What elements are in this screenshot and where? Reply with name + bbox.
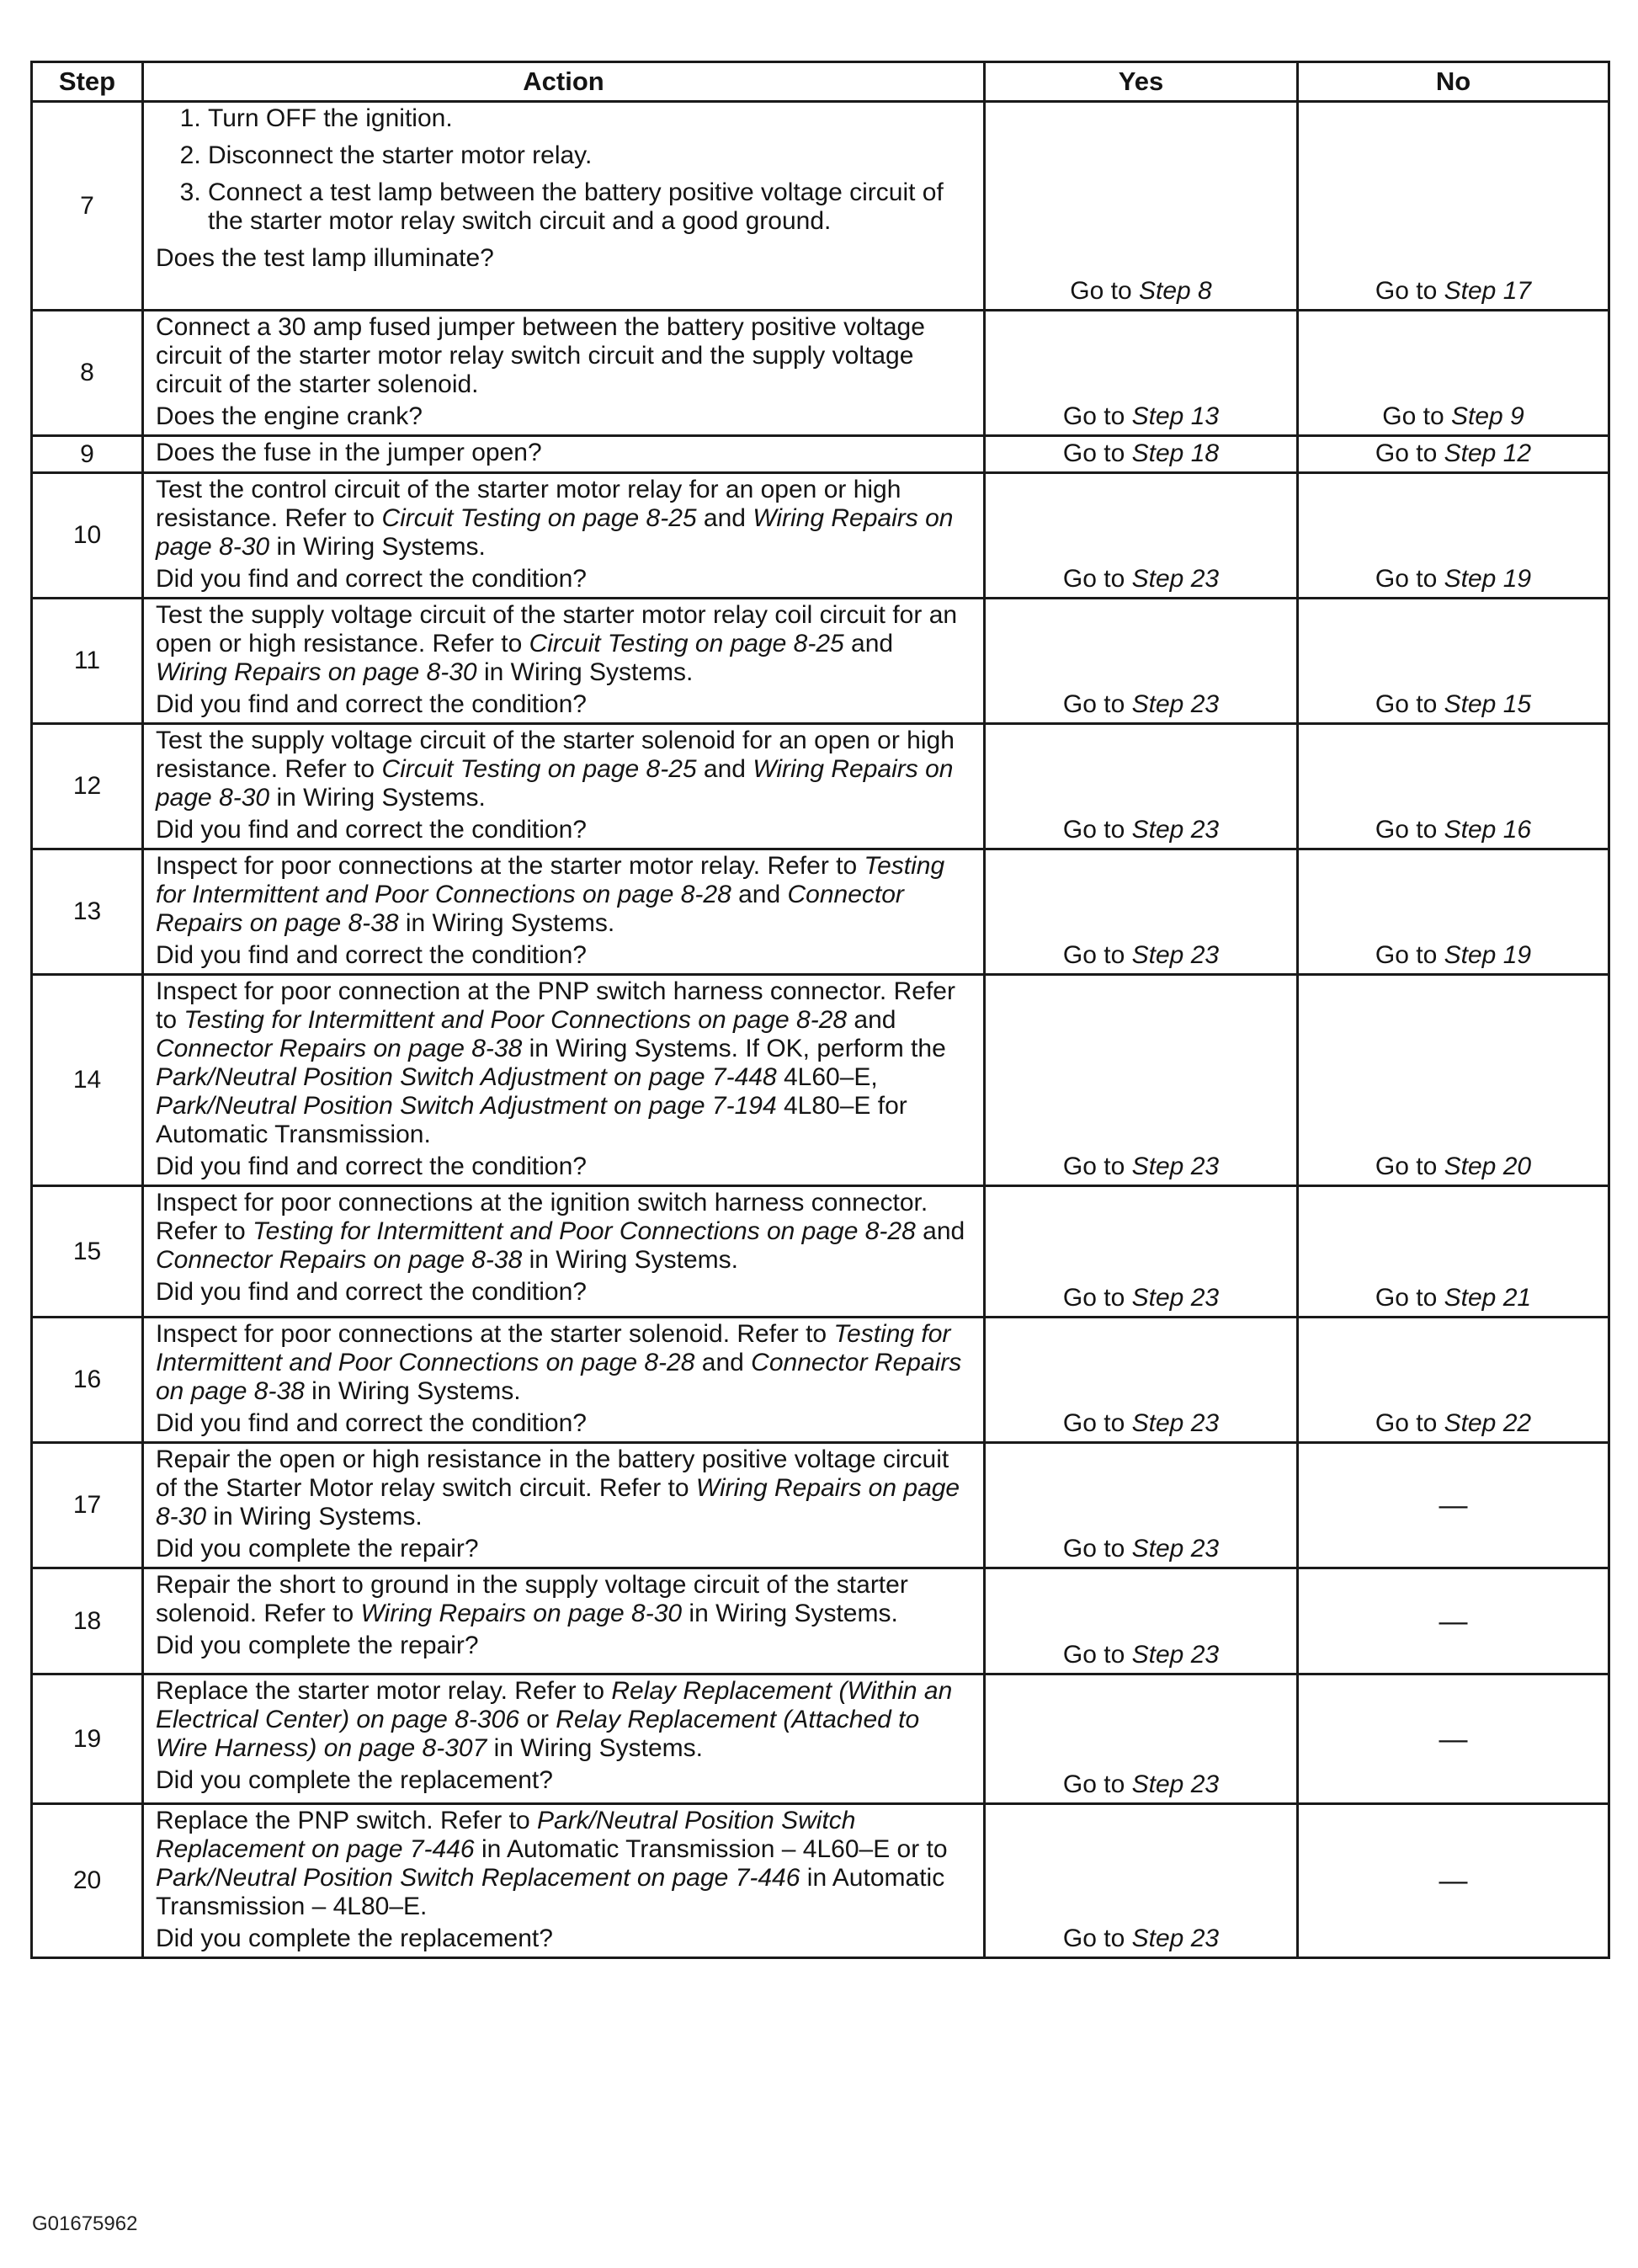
goto-step-target: Step 17 [1444,277,1532,305]
no-goto [1375,690,1531,718]
goto-prefix: Go to [1375,941,1444,969]
action-step-item: 2. Disconnect the starter motor relay. [208,141,971,170]
reference-link-text: Relay Replacement (Within an Electrical Center) on page 8-306 [156,1677,953,1733]
goto-step-target: Step 16 [1444,816,1532,844]
no-goto [1375,277,1531,305]
action-text-segment: in Wiring Systems. [487,1734,703,1762]
header-yes: Yes [985,62,1298,102]
goto-prefix: Go to [1062,1409,1132,1437]
reference-link-text: Connector Repairs on page 8-38 [156,881,904,937]
goto-step-target: Step 23 [1131,1641,1220,1669]
yes-cell [985,1568,1298,1674]
action-text-segment: Test the supply voltage circuit of the starter motor relay coil circuit for an open or high resistance. Refer to [156,601,958,658]
step-number: 17 [32,1443,143,1568]
header-step: Step [32,62,143,102]
step-number: 18 [32,1568,143,1674]
action-text-segment: Repair the short to ground in the supply voltage circuit of the starter solenoid. Refer to [156,1571,908,1627]
no-cell [1298,1186,1609,1318]
goto-step-target: Step 23 [1131,1770,1220,1798]
action-text-segment: Inspect for poor connection at the PNP switch harness connector. Refer to [156,977,955,1034]
yes-cell [985,975,1298,1186]
no-cell [1298,1804,1609,1958]
goto-step-target: Step 23 [1131,1535,1220,1563]
reference-link-text: Wiring Repairs on page 8-30 [156,1474,960,1531]
reference-link-text: Testing for Intermittent and Poor Connections on page 8-28 [156,852,945,908]
not-applicable-dash: — [1439,1722,1468,1755]
goto-prefix: Go to [1062,439,1132,467]
action-text-segment: in Automatic Transmission – 4L60–E or to [474,1835,948,1863]
step-number: 9 [32,436,143,473]
goto-step-target: Step 23 [1131,690,1220,718]
yes-goto [1063,402,1219,430]
reference-link-text: Wiring Repairs on page 8-30 [156,658,477,686]
no-cell [1298,1443,1609,1568]
yes-goto [1063,1284,1219,1312]
step-number: 10 [32,473,143,599]
no-cell [1298,473,1609,599]
table-row [32,1186,1609,1318]
goto-step-target: Step 15 [1444,690,1532,718]
action-text-segment: and [694,1349,752,1376]
action-question: Did you find and correct the condition? [156,690,587,718]
goto-step-target: Step 23 [1131,941,1220,969]
action-text [156,1445,971,1531]
action-text-segment: in Wiring Systems. [206,1503,423,1531]
yes-goto [1063,690,1219,718]
action-text-segment: Replace the starter motor relay. Refer to [156,1677,612,1705]
goto-prefix: Go to [1062,1641,1132,1669]
action-text-segment: in Wiring Systems. [522,1246,738,1274]
goto-step-target: Step 20 [1444,1153,1532,1180]
goto-prefix: Go to [1062,1925,1132,1952]
no-cell [1298,436,1609,473]
action-question: Did you complete the repair? [156,1632,479,1659]
action-cell [143,1804,985,1958]
action-question: Did you find and correct the condition? [156,1409,587,1437]
no-goto [1375,941,1531,969]
action-question: Did you find and correct the condition? [156,1153,587,1180]
no-goto [1375,816,1531,844]
no-goto [1375,565,1531,593]
step-number: 7 [32,102,143,311]
action-question: Did you find and correct the condition? [156,565,587,593]
not-applicable-dash: — [1439,1605,1468,1637]
action-text [156,476,971,562]
yes-cell [985,1443,1298,1568]
goto-prefix: Go to [1375,1409,1444,1437]
table-row [32,975,1609,1186]
action-text-segment: in Wiring Systems. [398,909,615,937]
goto-prefix: Go to [1375,1153,1444,1180]
step-number: 15 [32,1186,143,1318]
yes-cell [985,849,1298,975]
no-goto [1375,439,1531,467]
yes-goto [1063,1153,1219,1180]
goto-prefix: Go to [1062,690,1132,718]
action-text-segment: 4L80–E for Automatic Transmission. [156,1092,907,1148]
action-text-segment: in Wiring Systems. [269,784,486,812]
action-cell [143,436,985,473]
table-row [32,102,1609,311]
table-row [32,1318,1609,1443]
action-step-list [156,104,971,236]
step-number: 20 [32,1804,143,1958]
action-question: Does the fuse in the jumper open? [156,439,542,466]
reference-link-text: Connector Repairs on page 8-38 [156,1035,523,1062]
table-row [32,1568,1609,1674]
action-text-segment: and [915,1217,965,1245]
action-text-segment: in Wiring Systems. If OK, perform the [522,1035,946,1062]
table-row [32,1443,1609,1568]
yes-cell [985,311,1298,436]
reference-link-text: Park/Neutral Position Switch Replacement on page 7-446 [156,1807,856,1863]
action-step-item: 1. Turn OFF the ignition. [208,104,971,133]
action-text [156,1571,971,1628]
goto-prefix: Go to [1375,277,1444,305]
no-cell [1298,599,1609,724]
no-cell [1298,1674,1609,1804]
reference-link-text: Relay Replacement (Attached to Wire Harness) on page 8-307 [156,1706,920,1762]
goto-prefix: Go to [1375,816,1444,844]
action-question: Did you find and correct the condition? [156,816,587,844]
action-question: Did you find and correct the condition? [156,1278,587,1306]
goto-step-target: Step 23 [1131,565,1220,593]
step-number: 19 [32,1674,143,1804]
no-goto [1375,1153,1531,1180]
goto-prefix: Go to [1062,816,1132,844]
no-goto [1382,402,1524,430]
reference-link-text: Testing for Intermittent and Poor Connections on page 8-28 [183,1006,848,1034]
header-no: No [1298,62,1609,102]
goto-step-target: Step 23 [1131,1284,1220,1312]
table-header-row [32,62,1609,102]
goto-prefix: Go to [1375,690,1444,718]
action-step-item: 3. Connect a test lamp between the battery positive voltage circuit of the starter motor relay switch circuit and a good ground. [208,178,971,236]
action-cell [143,102,985,311]
goto-prefix: Go to [1062,1284,1132,1312]
reference-link-text: Park/Neutral Position Switch Adjustment on page 7-448 [156,1063,777,1091]
no-cell [1298,1568,1609,1674]
action-text-segment: in Automatic Transmission – 4L80–E. [156,1864,945,1920]
reference-link-text: Connector Repairs on page 8-38 [156,1246,523,1274]
goto-prefix: Go to [1062,402,1132,430]
yes-cell [985,1804,1298,1958]
yes-goto [1063,439,1219,467]
no-cell [1298,1318,1609,1443]
action-cell [143,1318,985,1443]
yes-goto [1063,941,1219,969]
action-text [156,977,971,1149]
goto-prefix: Go to [1062,1770,1132,1798]
yes-goto [1063,1925,1219,1952]
action-text-segment: Connect a 30 amp fused jumper between the battery positive voltage circuit of the starter motor relay switch circuit and the supply voltage circuit of the starter solenoid. [156,313,925,398]
action-text-segment: in Wiring Systems. [682,1600,898,1627]
goto-prefix: Go to [1375,439,1444,467]
action-question: Does the engine crank? [156,402,423,430]
no-cell [1298,975,1609,1186]
step-number: 12 [32,724,143,849]
goto-step-target: Step 23 [1131,816,1220,844]
goto-step-target: Step 21 [1444,1284,1532,1312]
no-cell [1298,311,1609,436]
action-cell [143,473,985,599]
yes-cell [985,1186,1298,1318]
action-cell [143,1186,985,1318]
action-text-segment: or [519,1706,556,1733]
action-cell [143,849,985,975]
yes-goto [1070,277,1211,305]
action-text-segment: Inspect for poor connections at the starter motor relay. Refer to [156,852,864,880]
yes-goto [1063,565,1219,593]
goto-step-target: Step 19 [1444,941,1532,969]
action-text-segment: Test the control circuit of the starter motor relay for an open or high resistance. Refer to [156,476,901,532]
action-text [156,852,971,938]
action-question: Did you complete the replacement? [156,1925,553,1952]
goto-step-target: Step 23 [1131,1925,1220,1952]
goto-step-target: Step 19 [1444,565,1532,593]
action-text-segment: Inspect for poor connections at the ignition switch harness connector. Refer to [156,1189,928,1245]
no-cell [1298,724,1609,849]
action-text-segment: and [847,1006,896,1034]
goto-prefix: Go to [1070,277,1139,305]
action-text-segment: Replace the PNP switch. Refer to [156,1807,537,1834]
no-cell [1298,849,1609,975]
action-text [156,601,971,687]
action-text-segment: and [696,504,753,532]
action-text-segment: and [843,630,894,658]
action-cell [143,975,985,1186]
table-row [32,436,1609,473]
action-text-segment: 4L60–E, [776,1063,878,1091]
action-question: Does the test lamp illuminate? [156,244,494,272]
goto-step-target: Step 18 [1131,439,1220,467]
step-number: 16 [32,1318,143,1443]
yes-goto [1063,1535,1219,1563]
table-body [32,102,1609,1958]
action-cell [143,311,985,436]
figure-id: G01675962 [32,2212,138,2235]
action-text-segment: Inspect for poor connections at the starter solenoid. Refer to [156,1320,834,1348]
not-applicable-dash: — [1439,1489,1468,1521]
table-row [32,1674,1609,1804]
reference-link-text: Park/Neutral Position Switch Replacement on page 7-446 [156,1864,800,1892]
goto-step-target: Step 9 [1450,402,1524,430]
table-row [32,849,1609,975]
reference-link-text: Circuit Testing on page 8-25 [381,755,697,783]
action-text [156,1320,971,1406]
action-cell [143,599,985,724]
yes-goto [1063,816,1219,844]
action-text [156,313,971,399]
yes-goto [1063,1409,1219,1437]
yes-goto [1063,1641,1219,1669]
action-text [156,1189,971,1275]
yes-cell [985,599,1298,724]
reference-link-text: Testing for Intermittent and Poor Connections on page 8-28 [156,1320,951,1376]
step-number: 13 [32,849,143,975]
action-text-segment: in Wiring Systems. [476,658,694,686]
no-goto [1375,1284,1531,1312]
yes-cell [985,102,1298,311]
action-text-segment: and [696,755,753,783]
action-text-segment: Test the supply voltage circuit of the starter solenoid for an open or high resistance. Refer to [156,727,955,783]
action-text-segment: Repair the open or high resistance in the battery positive voltage circuit of the Starter Motor relay switch circuit. Refer to [156,1445,949,1502]
reference-link-text: Circuit Testing on page 8-25 [381,504,697,532]
yes-cell [985,1674,1298,1804]
reference-link-text: Connector Repairs on page 8-38 [156,1349,962,1405]
table-row [32,599,1609,724]
goto-step-target: Step 23 [1131,1153,1220,1180]
table-row [32,724,1609,849]
reference-link-text: Wiring Repairs on page 8-30 [360,1600,683,1627]
yes-cell [985,436,1298,473]
goto-step-target: Step 22 [1444,1409,1532,1437]
goto-prefix: Go to [1062,565,1132,593]
not-applicable-dash: — [1439,1865,1468,1897]
action-question: Did you complete the replacement? [156,1766,553,1794]
goto-step-target: Step 12 [1444,439,1532,467]
step-number: 8 [32,311,143,436]
action-question: Did you complete the repair? [156,1535,479,1563]
action-text [156,1677,971,1763]
action-text [156,1807,971,1921]
action-cell [143,1443,985,1568]
goto-step-target: Step 8 [1138,277,1212,305]
table-row [32,311,1609,436]
table-row [32,473,1609,599]
action-text-segment: in Wiring Systems. [269,533,486,561]
action-cell [143,1674,985,1804]
goto-prefix: Go to [1375,565,1444,593]
goto-prefix: Go to [1062,1153,1132,1180]
action-cell [143,1568,985,1674]
header-action: Action [143,62,985,102]
goto-prefix: Go to [1062,1535,1132,1563]
reference-link-text: Wiring Repairs on page 8-30 [156,755,954,812]
diagnostic-table [30,61,1610,1959]
no-cell [1298,102,1609,311]
yes-cell [985,1318,1298,1443]
goto-step-target: Step 13 [1131,402,1220,430]
goto-prefix: Go to [1375,1284,1444,1312]
step-number: 14 [32,975,143,1186]
goto-step-target: Step 23 [1131,1409,1220,1437]
action-text-segment: and [731,881,788,908]
reference-link-text: Park/Neutral Position Switch Adjustment on page 7-194 [156,1092,777,1120]
reference-link-text: Testing for Intermittent and Poor Connections on page 8-28 [253,1217,916,1245]
action-question: Did you find and correct the condition? [156,941,587,969]
goto-prefix: Go to [1382,402,1451,430]
action-cell [143,724,985,849]
reference-link-text: Circuit Testing on page 8-25 [529,630,844,658]
table-row [32,1804,1609,1958]
reference-link-text: Wiring Repairs on page 8-30 [156,504,954,561]
goto-prefix: Go to [1062,941,1132,969]
yes-cell [985,473,1298,599]
action-text-segment: in Wiring Systems. [304,1377,521,1405]
step-number: 11 [32,599,143,724]
yes-cell [985,724,1298,849]
action-text [156,727,971,812]
no-goto [1375,1409,1531,1437]
yes-goto [1063,1770,1219,1798]
